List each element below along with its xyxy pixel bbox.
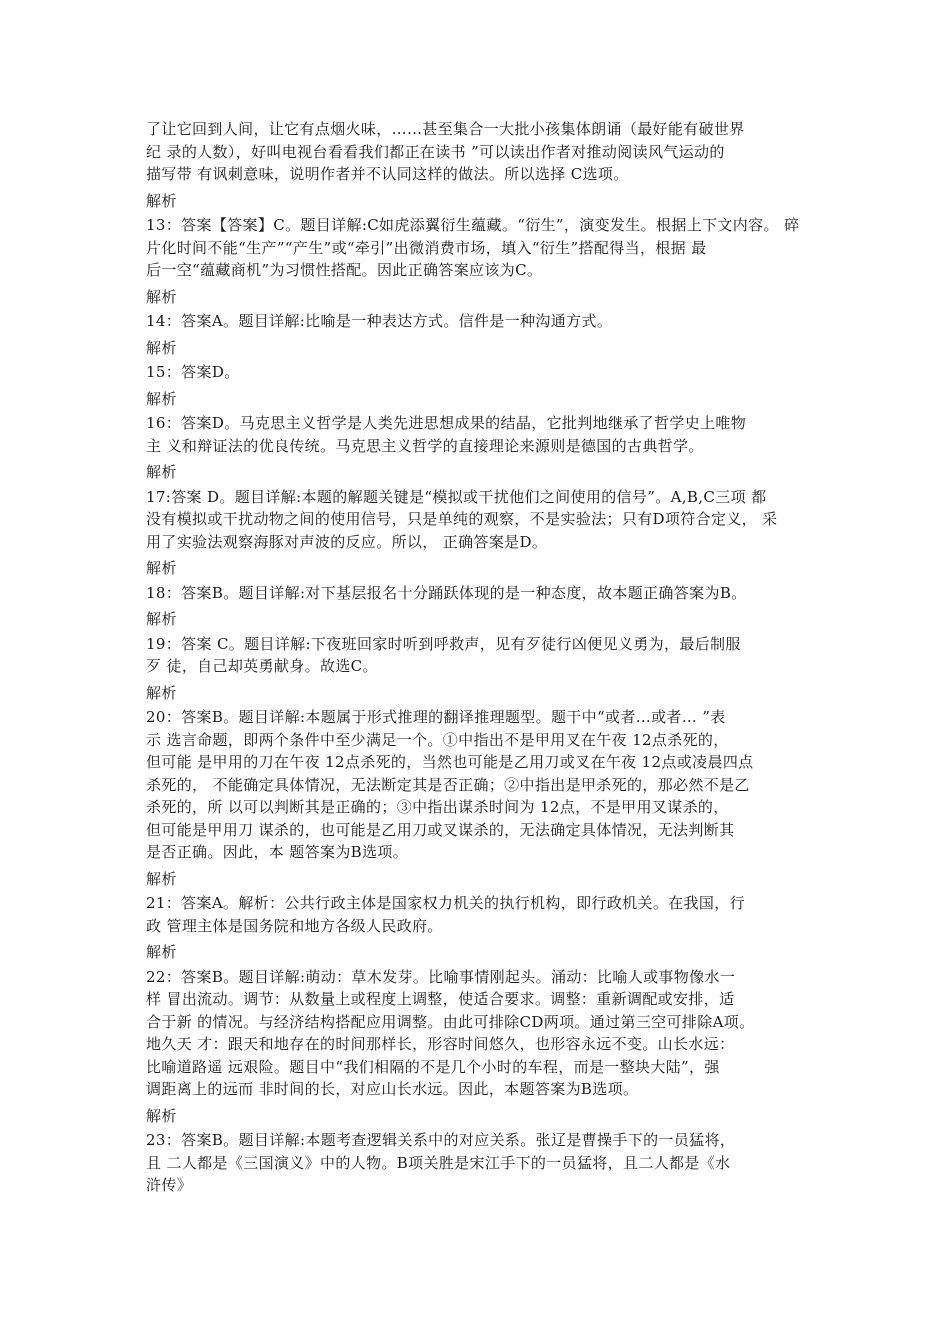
- text-line: 示 选言命题，即两个条件中至少满足一个。①中指出不是甲用叉在午夜 12点杀死的，: [146, 730, 729, 749]
- answer-18: [146, 582, 810, 605]
- document-page: [146, 118, 810, 1197]
- text-line: 21：答案A。解析：公共行政主体是国家权力机关的执行机构，即行政机关。在我国，行: [146, 894, 745, 912]
- text-line: 20：答案B。题目详解:本题属于形式推理的翻译推理题型。题干中“或者…或者… ”表: [146, 708, 726, 726]
- text-line: 样 冒出流动。调节：从数量上或程度上调整，使适合要求。调整：重新调配或安排，适: [146, 990, 735, 1008]
- text-line: 杀死的，所 以可以判断其是正确的；③中指出谋杀时间为 12点，不是甲用叉谋杀的，: [146, 798, 729, 816]
- analysis-label: 解析: [146, 869, 178, 888]
- text-line: 片化时间不能“生产”“产生”或“牵引”出微消费市场，填入“衍生”搭配得当，根据 最: [146, 238, 707, 257]
- text-line: 纪 录的人数），好叫电视台看看我们都正在读书 ”可以读出作者对推动阅读风气运动的: [146, 142, 725, 161]
- text-line: 且 二人都是《三国演义》中的人物。B项关胜是宋江手下的一员猛将，且二人都是《水: [146, 1153, 731, 1172]
- analysis-label: 解析: [146, 1106, 178, 1125]
- text-line: 17:答案 D。题目详解:本题的解题关键是“模拟或干扰他们之间使用的信号”。A,B,C三项 都: [146, 487, 767, 506]
- text-line: 比喻道路遥 远艰险。题目中“我们相隔的不是几个小时的车程，而是一整块大陆”，强: [146, 1057, 720, 1076]
- text-line: 合于新 的情况。与经济结构搭配应用调整。由此可排除CD两项。通过第三空可排除A项。: [146, 1012, 755, 1031]
- text-line: 杀死的， 不能确定具体情况，无法断定其是否正确；②中指出是甲杀死的，那必然不是乙: [146, 775, 750, 794]
- intro-paragraph: [146, 118, 810, 186]
- analysis-label: 解析: [146, 338, 178, 357]
- analysis-label: 解析: [146, 463, 178, 481]
- text-line: 16：答案D。马克思主义哲学是人类先进思想成果的结晶，它批判地继承了哲学史上唯物: [146, 414, 747, 432]
- text-line: 15：答案D。: [146, 363, 240, 381]
- analysis-label: 解析: [146, 389, 178, 408]
- text-line: 地久天 才：跟天和地存在的时间那样长，形容时间悠久，也形容永远不变。山长水远：: [146, 1035, 735, 1053]
- text-line: 但可能 是甲用的刀在午夜 12点杀死的，当然也可能是乙用刀或叉在午夜 12点或凌晨四点: [146, 753, 754, 771]
- analysis-label: 解析: [146, 287, 178, 306]
- text-line: 政 管理主体是国务院和地方各级人民政府。: [146, 916, 443, 935]
- text-line: 但可能是甲用刀 谋杀的，也可能是乙用刀或叉谋杀的，无法确定具体情况，无法判断其: [146, 820, 735, 839]
- text-line: 用了实验法观察海豚对声波的反应。所以， 正确答案是D。: [146, 532, 548, 551]
- text-line: 歹 徒，自己却英勇献身。故选C。: [146, 657, 378, 675]
- answer-16: [146, 412, 810, 457]
- text-line: 是否正确。因此，本 题答案为B选项。: [146, 843, 409, 861]
- text-line: 22：答案B。题目详解:萌动：草木发芽。比喻事情刚起头。涌动：比喻人或事物像水一: [146, 967, 736, 986]
- answer-13: [146, 214, 810, 282]
- analysis-label: 解析: [146, 559, 178, 577]
- answer-22: [146, 966, 810, 1101]
- answer-17: [146, 486, 810, 554]
- answer-21: [146, 892, 810, 937]
- text-line: 后一空“蕴藏商机”为习惯性搭配。因此正确答案应该为C。: [146, 261, 543, 279]
- text-line: 18：答案B。题目详解:对下基层报名十分踊跃体现的是一种态度，故本题正确答案为B。: [146, 583, 747, 602]
- answer-23: [146, 1129, 810, 1197]
- text-line: 了让它回到人间，让它有点烟火味，……甚至集合一大批小孩集体朗诵（最好能有破世界: [146, 120, 745, 138]
- analysis-label: 解析: [146, 683, 178, 702]
- answer-14: [146, 310, 810, 333]
- analysis-label: 解析: [146, 943, 178, 961]
- analysis-label: 解析: [146, 610, 178, 628]
- answer-20: [146, 706, 810, 864]
- text-line: 主 义和辩证法的优良传统。马克思主义哲学的直接理论来源则是德国的古典哲学。: [146, 436, 704, 455]
- answer-15: [146, 361, 810, 384]
- text-line: 19：答案 C。题目详解:下夜班回家时听到呼救声，见有歹徒行凶便见义勇为，最后制服: [146, 634, 741, 653]
- text-line: 浒传》: [146, 1176, 193, 1194]
- text-line: 调距离上的远而 非时间的长，对应山长水远。因此，本题答案为B选项。: [146, 1080, 639, 1098]
- text-line: 没有模拟或干扰动物之间的使用信号，只是单纯的观察，不是实验法；只有D项符合定义， 采: [146, 510, 778, 528]
- answer-19: [146, 633, 810, 678]
- text-line: 13：答案【答案】C。题目详解:C如虎添翼衍生蕴藏。“衍生”，演变发生。根据上下文内容。 碎: [146, 216, 800, 234]
- text-line: 14：答案A。题目详解:比喻是一种表达方式。信件是一种沟通方式。: [146, 312, 613, 330]
- text-line: 描写带 有讽刺意味，说明作者并不认同这样的做法。所以选择 C选项。: [146, 165, 629, 183]
- text-line: 23：答案B。题目详解:本题考查逻辑关系中的对应关系。张辽是曹操手下的一员猛将，: [146, 1131, 736, 1149]
- analysis-label: 解析: [146, 191, 178, 210]
